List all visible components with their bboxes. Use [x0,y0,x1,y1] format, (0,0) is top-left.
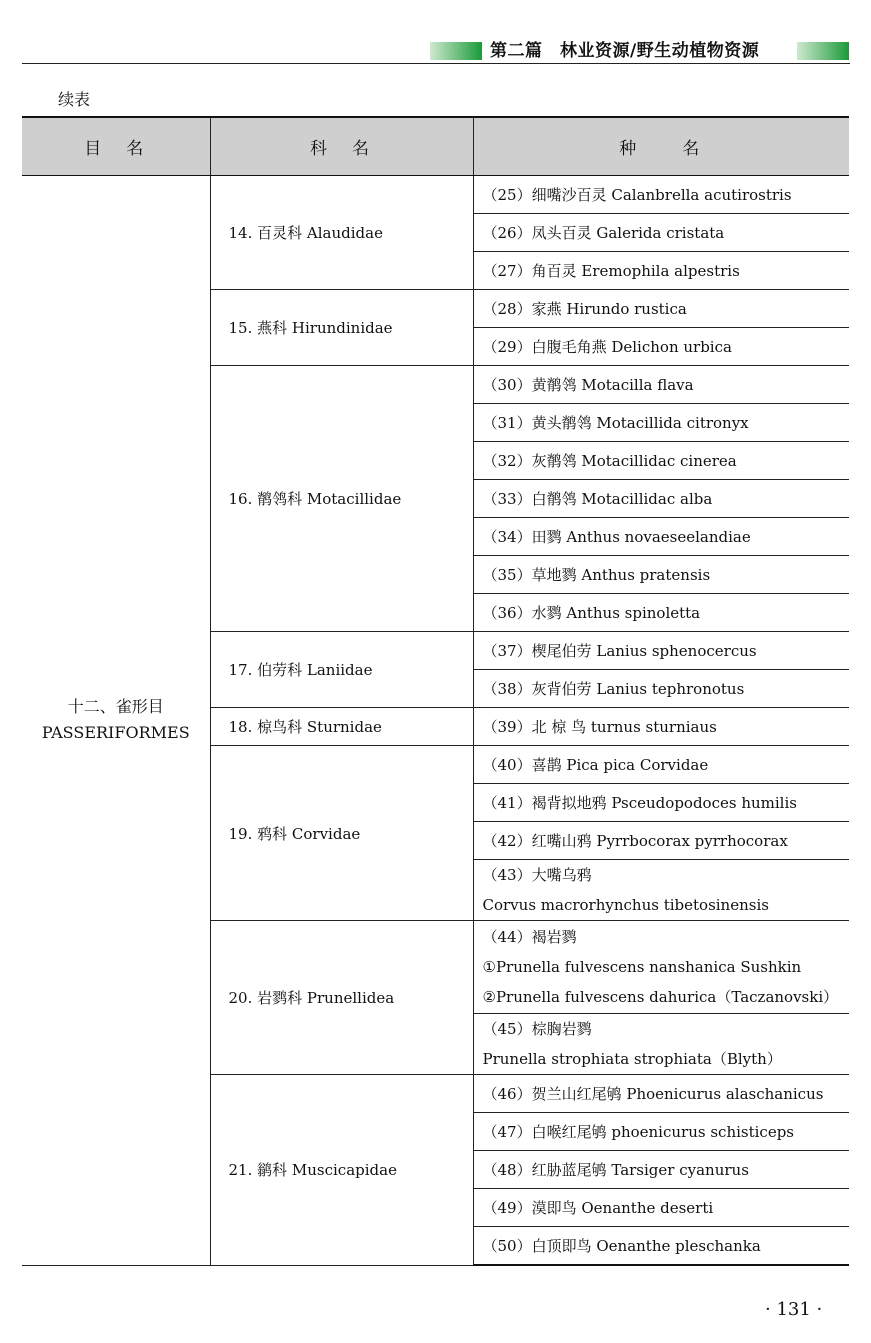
species-line: （32）灰鹡鸰 Motacillidac cinerea [482,451,737,470]
species-cell [473,1189,849,1227]
family-cell: 20. 岩鹨科 Prunellidea [210,921,473,1075]
species-cell [473,290,849,328]
species-cell [473,176,849,214]
species-cell [473,1014,849,1075]
species-line: ②Prunella fulvescens dahurica（Taczanovski） [482,988,839,1006]
table-body [22,176,849,1266]
species-line: （29）白腹毛角燕 Delichon urbica [482,337,732,356]
species-line: （39）北 椋 鸟 turnus sturniaus [482,717,717,736]
species-cell [473,556,849,594]
header-order: 目 名 [22,117,210,176]
species-cell [473,860,849,921]
table-header-row [22,117,849,176]
species-line: （35）草地鹨 Anthus pratensis [482,565,711,584]
species-cell [473,921,849,1014]
species-table [22,116,849,1266]
species-line: （44）褐岩鹨 [482,928,577,946]
family-cell: 14. 百灵科 Alaudidae [210,176,473,290]
family-cell: 15. 燕科 Hirundinidae [210,290,473,366]
species-line: （37）楔尾伯劳 Lanius sphenocercus [482,641,757,660]
species-line: （38）灰背伯劳 Lanius tephronotus [482,679,745,698]
order-name-cn: 十二、雀形目 [67,697,164,717]
species-cell [473,252,849,290]
species-line: Corvus macrorhynchus tibetosinensis [482,896,769,914]
species-line: （45）棕胸岩鹨 [482,1020,592,1038]
species-cell [473,480,849,518]
page-header [0,40,871,64]
species-line: （46）贺兰山红尾鸲 Phoenicurus alaschanicus [482,1084,824,1103]
header-green-bar-right [797,42,849,60]
header-family: 科 名 [210,117,473,176]
species-line: （33）白鹡鸰 Motacillidac alba [482,489,713,508]
species-line: （31）黄头鹡鸰 Motacillida citronyx [482,413,749,432]
species-line: ①Prunella fulvescens nanshanica Sushkin [482,958,802,976]
species-line: （50）白顶即鸟 Oenanthe pleschanka [482,1236,761,1255]
species-cell [473,404,849,442]
species-cell [473,366,849,404]
family-cell: 16. 鹡鸰科 Motacillidae [210,366,473,632]
species-cell [473,1151,849,1189]
table-row [22,176,849,214]
species-line: （30）黄鹡鸰 Motacilla flava [482,375,694,394]
family-cell: 17. 伯劳科 Laniidae [210,632,473,708]
species-line: （41）褐背拟地鸦 Psceudopodoces humilis [482,793,797,812]
species-line: （34）田鹨 Anthus novaeseelandiae [482,527,751,546]
page-number: · 131 · [765,1299,823,1320]
species-cell [473,822,849,860]
family-cell: 18. 椋鸟科 Sturnidae [210,708,473,746]
species-line: （47）白喉红尾鸲 phoenicurus schisticeps [482,1122,794,1141]
species-cell [473,1113,849,1151]
species-cell [473,746,849,784]
species-line: （27）角百灵 Eremophila alpestris [482,261,740,280]
species-cell [473,594,849,632]
order-name-latin: PASSERIFORMES [41,723,190,743]
species-line: （42）红嘴山鸦 Pyrrbocorax pyrrhocorax [482,831,788,850]
species-cell [473,708,849,746]
header-green-bar-left [430,42,482,60]
header-rule [22,63,850,64]
species-cell [473,518,849,556]
species-line: （36）水鹨 Anthus spinoletta [482,603,701,622]
species-line: （25）细嘴沙百灵 Calanbrella acutirostris [482,185,792,204]
species-cell [473,632,849,670]
species-cell [473,214,849,252]
species-line: （40）喜鹊 Pica pica Corvidae [482,755,709,774]
continued-label: 续表 [58,90,91,109]
family-cell: 19. 鸦科 Corvidae [210,746,473,921]
species-line: （48）红胁蓝尾鸲 Tarsiger cyanurus [482,1160,749,1179]
species-line: （43）大嘴乌鸦 [482,866,592,884]
species-line: （26）凤头百灵 Galerida cristata [482,223,725,242]
species-cell [473,670,849,708]
species-cell [473,1227,849,1266]
species-line: （49）漠即鸟 Oenanthe deserti [482,1198,714,1217]
species-line: （28）家燕 Hirundo rustica [482,299,687,318]
header-title: 第二篇 林业资源/野生动植物资源 [490,41,760,61]
header-species: 种 名 [473,117,849,176]
species-cell [473,1075,849,1113]
species-cell [473,784,849,822]
species-line: Prunella strophiata strophiata（Blyth） [482,1050,782,1068]
species-cell [473,328,849,366]
family-cell: 21. 鹟科 Muscicapidae [210,1075,473,1266]
species-cell [473,442,849,480]
order-cell [22,176,210,1266]
